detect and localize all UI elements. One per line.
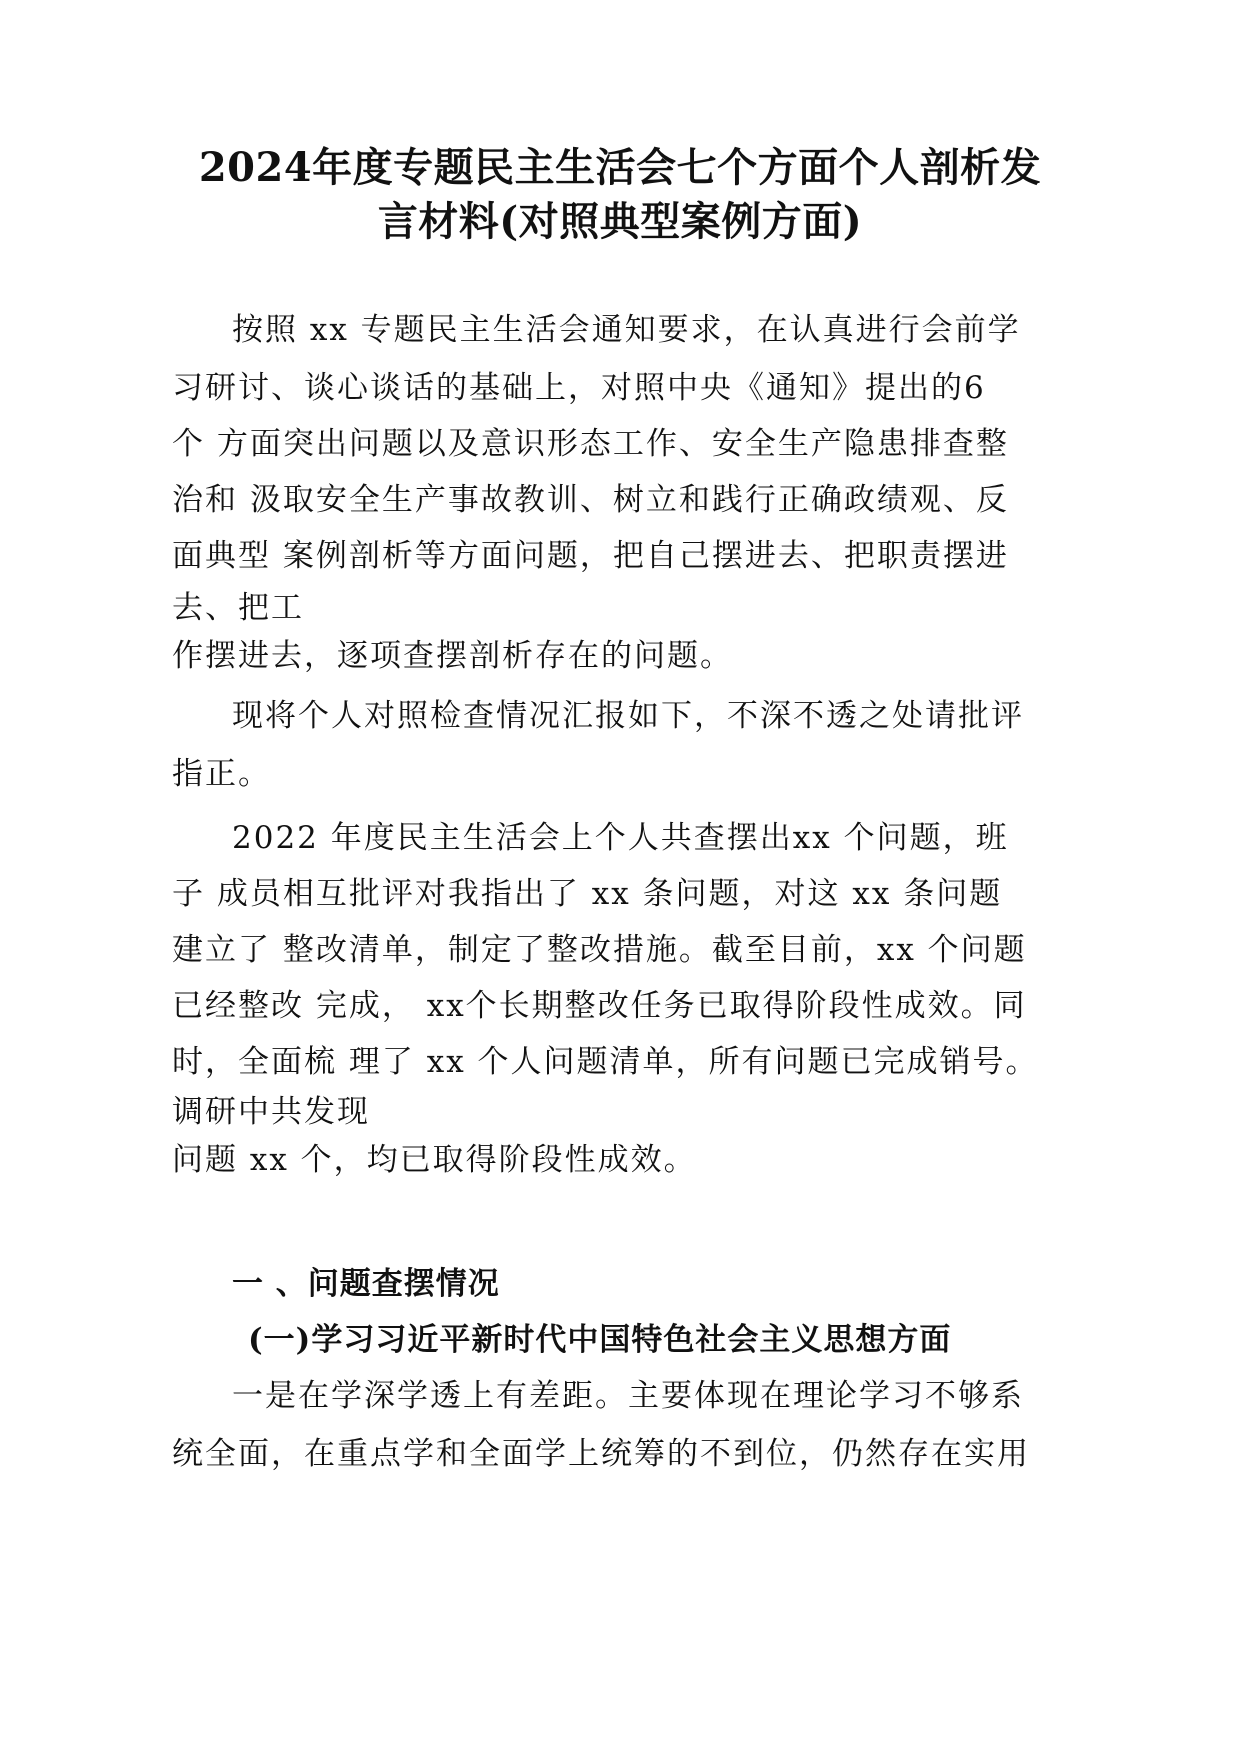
- subsection-heading: (一)学习习近平新时代中国特色社会主义思想方面: [248, 1322, 952, 1358]
- intro-line-5: 面典型 案例剖析等方面问题，把自己摆进去、把职责摆进: [172, 538, 1009, 574]
- intro-line-1: 按照 xx 专题民主生活会通知要求，在认真进行会前学: [232, 312, 1021, 348]
- review-line-5: 时，全面梳 理了 xx 个人问题清单，所有问题已完成销号。: [172, 1044, 1039, 1080]
- body-line-2: 统全面，在重点学和全面学上统筹的不到位，仍然存在实用: [172, 1436, 1030, 1472]
- review-line-4: 已经整改 完成， xx个长期整改任务已取得阶段性成效。同: [172, 988, 1027, 1024]
- intro-line-3: 个 方面突出问题以及意识形态工作、安全生产隐患排查整: [172, 426, 1009, 462]
- document-title-line-1: 2024年度专题民主生活会七个方面个人剖析发: [198, 144, 1042, 191]
- intro-line-6: 去、把工: [172, 590, 304, 626]
- body-line-1: 一是在学深学透上有差距。主要体现在理论学习不够系: [232, 1378, 1024, 1414]
- intro-line-2: 习研讨、谈心谈话的基础上，对照中央《通知》提出的6: [172, 370, 986, 406]
- review-line-7: 问题 xx 个，均已取得阶段性成效。: [172, 1142, 697, 1178]
- review-line-3: 建立了 整改清单，制定了整改措施。截至目前，xx 个问题: [172, 932, 1027, 968]
- report-line-1: 现将个人对照检查情况汇报如下，不深不透之处请批评: [232, 698, 1024, 734]
- section-heading: 一 、问题查摆情况: [232, 1266, 500, 1302]
- intro-line-4: 治和 汲取安全生产事故教训、树立和践行正确政绩观、反: [172, 482, 1009, 518]
- report-line-2: 指正。: [172, 756, 271, 792]
- document-title-line-2: 言材料(对照典型案例方面): [377, 198, 863, 245]
- review-line-1: 2022 年度民主生活会上个人共查摆出xx 个问题，班: [232, 820, 1009, 856]
- intro-line-7: 作摆进去，逐项查摆剖析存在的问题。: [172, 638, 733, 674]
- review-line-2: 子 成员相互批评对我指出了 xx 条问题，对这 xx 条问题: [172, 876, 1003, 912]
- review-line-6: 调研中共发现: [172, 1094, 370, 1130]
